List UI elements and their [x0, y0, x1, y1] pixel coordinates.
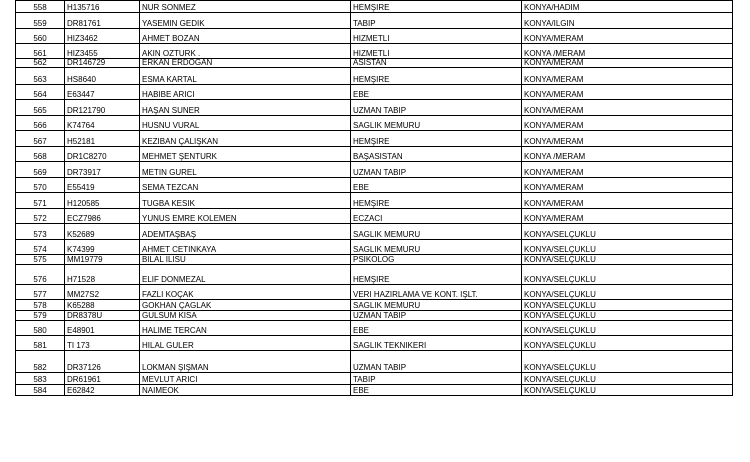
staff-name: AKIN OZTURK .: [140, 44, 351, 59]
staff-title: HEMŞIRE: [351, 68, 522, 85]
staff-location: KONYA/SELÇUKLU: [522, 373, 733, 385]
table-row: [16, 29, 733, 44]
staff-code: E62842: [65, 385, 140, 396]
staff-location: KONYA/SELÇUKLU: [522, 311, 733, 321]
staff-title: EBE: [351, 178, 522, 193]
staff-location: KONYA/SELÇUKLU: [522, 300, 733, 311]
staff-location: KONYA/SELÇUKLU: [522, 351, 733, 373]
staff-title: SAGLIK MEMURU: [351, 116, 522, 131]
staff-title: EBE: [351, 321, 522, 336]
staff-title: UZMAN TABIP: [351, 162, 522, 178]
staff-name: METIN GUREL: [140, 162, 351, 178]
staff-name: HUSNU VURAL: [140, 116, 351, 131]
table-row: [16, 178, 733, 193]
row-number: 560: [16, 29, 65, 44]
staff-title: TABIP: [351, 13, 522, 29]
staff-location: KONYA/SELÇUKLU: [522, 224, 733, 240]
staff-code: TI 173: [65, 336, 140, 351]
staff-location: KONYA/MERAM: [522, 131, 733, 147]
staff-name: FAZLI KOÇAK: [140, 285, 351, 300]
table-row: [16, 193, 733, 209]
row-number: 577: [16, 285, 65, 300]
staff-location: KONYA/SELÇUKLU: [522, 240, 733, 255]
staff-title: SAGLIK MEMURU: [351, 240, 522, 255]
staff-location: KONYA/MERAM: [522, 59, 733, 68]
table-row: [16, 351, 733, 373]
table-row: [16, 224, 733, 240]
table-row: [16, 336, 733, 351]
staff-title: UZMAN TABIP: [351, 351, 522, 373]
staff-code: DR146729: [65, 59, 140, 68]
staff-name: AHMET CETINKAYA: [140, 240, 351, 255]
table-row: [16, 44, 733, 59]
staff-name: ERKAN ERDOGAN: [140, 59, 351, 68]
row-number: 580: [16, 321, 65, 336]
staff-title: HEMŞIRE: [351, 265, 522, 285]
row-number: 568: [16, 147, 65, 162]
staff-code: H52181: [65, 131, 140, 147]
row-number: 564: [16, 85, 65, 100]
row-number: 565: [16, 100, 65, 116]
staff-title: SAGLIK MEMURU: [351, 224, 522, 240]
staff-location: KONYA/MERAM: [522, 29, 733, 44]
staff-code: DR81761: [65, 13, 140, 29]
staff-code: DR73917: [65, 162, 140, 178]
staff-location: KONYA/MERAM: [522, 68, 733, 85]
table-row: [16, 373, 733, 385]
row-number: 569: [16, 162, 65, 178]
staff-location: KONYA/MERAM: [522, 85, 733, 100]
row-number: 563: [16, 68, 65, 85]
staff-title: VERI HAZIRLAMA VE KONT. IŞLT.: [351, 285, 522, 300]
staff-title: BAŞASISTAN: [351, 147, 522, 162]
table-row: [16, 311, 733, 321]
staff-code: H71528: [65, 265, 140, 285]
staff-title: EBE: [351, 85, 522, 100]
table-row: [16, 162, 733, 178]
staff-name: GOKHAN ÇAGLAK: [140, 300, 351, 311]
staff-title: UZMAN TABIP: [351, 100, 522, 116]
staff-code: E63447: [65, 85, 140, 100]
staff-name: GULSUM KISA: [140, 311, 351, 321]
table-row: [16, 385, 733, 396]
staff-title: ASISTAN: [351, 59, 522, 68]
table-row: [16, 147, 733, 162]
table-row: [16, 131, 733, 147]
row-number: 582: [16, 351, 65, 373]
row-number: 558: [16, 1, 65, 13]
personnel-table: [15, 0, 733, 396]
table-row: [16, 255, 733, 265]
staff-name: HAŞAN SUNER: [140, 100, 351, 116]
table-row: [16, 300, 733, 311]
table-row: [16, 285, 733, 300]
staff-code: DR121790: [65, 100, 140, 116]
staff-code: K74764: [65, 116, 140, 131]
staff-code: K52689: [65, 224, 140, 240]
staff-name: HILAL GULER: [140, 336, 351, 351]
row-number: 584: [16, 385, 65, 396]
table-row: [16, 100, 733, 116]
staff-name: NUR SONMEZ: [140, 1, 351, 13]
personnel-list-sheet: [15, 0, 733, 396]
staff-code: DR37126: [65, 351, 140, 373]
staff-name: ESMA KARTAL: [140, 68, 351, 85]
staff-title: HEMŞIRE: [351, 131, 522, 147]
staff-code: HS8640: [65, 68, 140, 85]
row-number: 579: [16, 311, 65, 321]
row-number: 578: [16, 300, 65, 311]
staff-name: KEZIBAN ÇALIŞKAN: [140, 131, 351, 147]
staff-code: E48901: [65, 321, 140, 336]
table-row: [16, 1, 733, 13]
staff-code: E55419: [65, 178, 140, 193]
staff-code: H120585: [65, 193, 140, 209]
staff-code: DR61961: [65, 373, 140, 385]
staff-title: SAGLIK TEKNIKERI: [351, 336, 522, 351]
row-number: 566: [16, 116, 65, 131]
staff-code: DR8378U: [65, 311, 140, 321]
staff-location: KONYA /MERAM: [522, 44, 733, 59]
row-number: 572: [16, 209, 65, 224]
staff-location: KONYA/ILGIN: [522, 13, 733, 29]
table-row: [16, 13, 733, 29]
table-row: [16, 321, 733, 336]
table-row: [16, 116, 733, 131]
staff-title: PSIKOLOG: [351, 255, 522, 265]
row-number: 562: [16, 59, 65, 68]
row-number: 573: [16, 224, 65, 240]
table-row: [16, 209, 733, 224]
staff-code: H135716: [65, 1, 140, 13]
staff-location: KONYA/MERAM: [522, 193, 733, 209]
staff-name: SEMA TEZCAN: [140, 178, 351, 193]
staff-code: MM19779: [65, 255, 140, 265]
staff-title: HIZMETLI: [351, 29, 522, 44]
staff-location: KONYA/SELÇUKLU: [522, 385, 733, 396]
staff-name: MEHMET ŞENTURK: [140, 147, 351, 162]
staff-name: TUGBA KESIK: [140, 193, 351, 209]
table-row: [16, 265, 733, 285]
staff-title: TABIP: [351, 373, 522, 385]
staff-name: NAIMEOK: [140, 385, 351, 396]
staff-code: HIZ3455: [65, 44, 140, 59]
staff-name: HALIME TERCAN: [140, 321, 351, 336]
staff-location: KONYA /MERAM: [522, 147, 733, 162]
staff-code: HIZ3462: [65, 29, 140, 44]
staff-location: KONYA/HADIM: [522, 1, 733, 13]
staff-title: HEMŞIRE: [351, 193, 522, 209]
staff-name: YASEMIN GEDIK: [140, 13, 351, 29]
table-row: [16, 59, 733, 68]
staff-title: UZMAN TABIP: [351, 311, 522, 321]
staff-location: KONYA/SELÇUKLU: [522, 285, 733, 300]
staff-location: KONYA/MERAM: [522, 162, 733, 178]
staff-title: HEMŞIRE: [351, 1, 522, 13]
staff-code: ECZ7986: [65, 209, 140, 224]
table-row: [16, 85, 733, 100]
staff-location: KONYA/MERAM: [522, 116, 733, 131]
staff-code: K65288: [65, 300, 140, 311]
staff-title: SAGLIK MEMURU: [351, 300, 522, 311]
row-number: 576: [16, 265, 65, 285]
row-number: 581: [16, 336, 65, 351]
staff-name: LOKMAN ŞIŞMAN: [140, 351, 351, 373]
staff-name: YUNUS EMRE KOLEMEN: [140, 209, 351, 224]
staff-code: MM27S2: [65, 285, 140, 300]
staff-name: AHMET BOZAN: [140, 29, 351, 44]
staff-location: KONYA/MERAM: [522, 209, 733, 224]
row-number: 559: [16, 13, 65, 29]
staff-title: HIZMETLI: [351, 44, 522, 59]
table-row: [16, 240, 733, 255]
row-number: 570: [16, 178, 65, 193]
staff-location: KONYA/SELÇUKLU: [522, 265, 733, 285]
row-number: 561: [16, 44, 65, 59]
staff-code: DR1C8270: [65, 147, 140, 162]
row-number: 567: [16, 131, 65, 147]
staff-name: ADEMTAŞBAŞ: [140, 224, 351, 240]
row-number: 574: [16, 240, 65, 255]
table-row: [16, 68, 733, 85]
staff-name: HABIBE ARICI: [140, 85, 351, 100]
row-number: 583: [16, 373, 65, 385]
staff-title: EBE: [351, 385, 522, 396]
staff-title: ECZACI: [351, 209, 522, 224]
staff-name: MEVLUT ARICI: [140, 373, 351, 385]
staff-code: K74399: [65, 240, 140, 255]
staff-location: KONYA/MERAM: [522, 178, 733, 193]
staff-location: KONYA/MERAM: [522, 100, 733, 116]
row-number: 571: [16, 193, 65, 209]
staff-name: ELIF DONMEZAL: [140, 265, 351, 285]
staff-location: KONYA/SELÇUKLU: [522, 321, 733, 336]
staff-location: KONYA/SELÇUKLU: [522, 336, 733, 351]
staff-location: KONYA/SELÇUKLU: [522, 255, 733, 265]
staff-name: BILAL ILISU: [140, 255, 351, 265]
row-number: 575: [16, 255, 65, 265]
